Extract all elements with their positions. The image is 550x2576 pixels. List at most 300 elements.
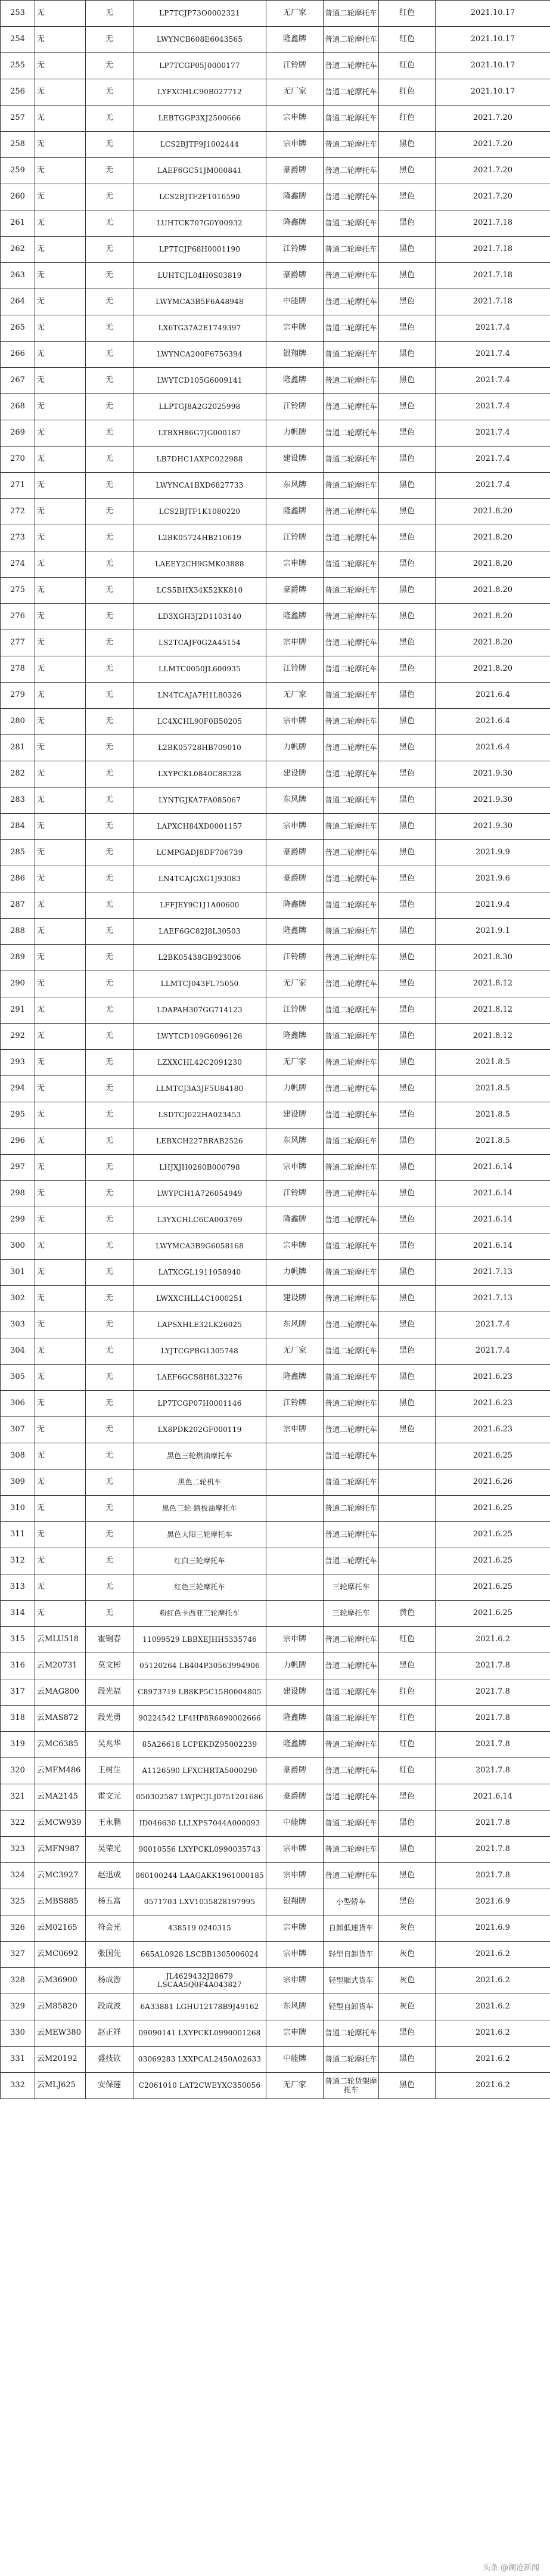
cell-color: 黑色 [379, 1653, 436, 1679]
cell-vin-description: 11099529 LBBXEJHH5335746 [133, 1627, 266, 1653]
cell-owner-name: 无 [86, 1181, 133, 1207]
cell-vehicle-type: 普通二轮摩托车 [324, 106, 379, 132]
cell-plate-number: 无 [35, 237, 86, 263]
cell-owner-name: 无 [86, 263, 133, 289]
table-row [1, 447, 550, 473]
cell-owner-name: 无 [86, 840, 133, 866]
cell-brand [266, 1574, 324, 1601]
table-row [1, 997, 550, 1024]
cell-vehicle-type: 普通二轮摩托车 [324, 1679, 379, 1706]
cell-brand: 江铃牌 [266, 394, 324, 420]
cell-brand: 江铃牌 [266, 525, 324, 551]
cell-vin-description: LUHTCK707G0Y00932 [133, 210, 266, 237]
cell-row-number: 330 [1, 2020, 35, 2047]
table-body [1, 1, 550, 2099]
cell-owner-name: 无 [86, 551, 133, 578]
cell-owner-name: 无 [86, 237, 133, 263]
table-row [1, 1050, 550, 1076]
table-row [1, 1443, 550, 1470]
cell-owner-name: 无 [86, 1155, 133, 1181]
cell-date: 2021.8.20 [436, 551, 550, 578]
cell-vehicle-type: 轻型自卸货车 [324, 1994, 379, 2020]
cell-brand: 无厂家 [266, 1050, 324, 1076]
cell-vin-description: LWYTCD105G6009141 [133, 368, 266, 394]
cell-brand [266, 1522, 324, 1548]
cell-row-number: 289 [1, 945, 35, 971]
cell-plate-number: 无 [35, 1470, 86, 1496]
cell-vehicle-type: 普通二轮摩托车 [324, 499, 379, 525]
table-row [1, 1076, 550, 1102]
table-row [1, 473, 550, 499]
cell-row-number: 319 [1, 1732, 35, 1758]
table-row [1, 1601, 550, 1627]
cell-date: 2021.10.17 [436, 1, 550, 27]
cell-owner-name: 无 [86, 709, 133, 735]
cell-vehicle-type: 普通二轮摩托车 [324, 1627, 379, 1653]
cell-plate-number: 无 [35, 761, 86, 788]
cell-date: 2021.6.2 [436, 1968, 550, 1994]
cell-vin-description: LWYPCH1A726054949 [133, 1181, 266, 1207]
cell-row-number: 281 [1, 735, 35, 761]
cell-brand: 宗申牌 [266, 551, 324, 578]
table-row [1, 604, 550, 630]
cell-plate-number: 无 [35, 1417, 86, 1443]
cell-owner-name: 无 [86, 578, 133, 604]
cell-plate-number: 云MAS872 [35, 1706, 86, 1732]
cell-brand: 无厂家 [266, 1338, 324, 1365]
cell-brand: 隆鑫牌 [266, 1024, 324, 1050]
cell-vehicle-type: 轻型自卸货车 [324, 1942, 379, 1968]
cell-brand: 中能牌 [266, 289, 324, 315]
cell-vehicle-type: 普通二轮摩托车 [324, 997, 379, 1024]
cell-vin-description: ID046630 LLLXPS7044A000093 [133, 1811, 266, 1837]
cell-vehicle-type: 普通二轮摩托车 [324, 735, 379, 761]
cell-vin-description: 665AL0928 LSCBB1305006024 [133, 1942, 266, 1968]
cell-owner-name: 无 [86, 919, 133, 945]
table-row [1, 53, 550, 79]
cell-vin-description: 060100244 LAAGAKK1961000185 [133, 1863, 266, 1889]
cell-vin-description: 6A33881 LGHU12178B9J49162 [133, 1994, 266, 2020]
cell-owner-name: 杨成游 [86, 1968, 133, 1994]
cell-brand: 力帆牌 [266, 735, 324, 761]
cell-brand: 隆鑫牌 [266, 368, 324, 394]
table-row [1, 1260, 550, 1286]
cell-vehicle-type: 普通二轮摩托车 [324, 473, 379, 499]
cell-brand: 无厂家 [266, 2073, 324, 2099]
table-row [1, 1102, 550, 1129]
cell-row-number: 254 [1, 27, 35, 53]
table-row [1, 1207, 550, 1233]
cell-vin-description: LHJXJH0260B000798 [133, 1155, 266, 1181]
table-row [1, 1024, 550, 1050]
cell-date: 2021.8.20 [436, 656, 550, 683]
cell-plate-number: 无 [35, 866, 86, 892]
table-row [1, 2047, 550, 2073]
cell-owner-name: 无 [86, 866, 133, 892]
cell-vehicle-type: 普通三轮摩托车 [324, 1522, 379, 1548]
cell-date: 2021.9.1 [436, 919, 550, 945]
cell-plate-number: 无 [35, 1050, 86, 1076]
cell-color [379, 1548, 436, 1574]
cell-color: 黑色 [379, 1811, 436, 1837]
cell-brand: 宗申牌 [266, 106, 324, 132]
cell-brand: 建设牌 [266, 1102, 324, 1129]
cell-color: 黑色 [379, 997, 436, 1024]
cell-date: 2021.7.4 [436, 420, 550, 447]
cell-owner-name: 无 [86, 1076, 133, 1102]
table-row [1, 237, 550, 263]
cell-color [379, 1522, 436, 1548]
cell-owner-name: 无 [86, 630, 133, 656]
cell-date: 2021.6.25 [436, 1601, 550, 1627]
cell-vin-description: 90224542 LF4HP8R6890002666 [133, 1706, 266, 1732]
cell-owner-name: 吴兆华 [86, 1732, 133, 1758]
cell-owner-name: 无 [86, 1470, 133, 1496]
cell-brand: 宗申牌 [266, 2020, 324, 2047]
table-row [1, 1994, 550, 2020]
cell-owner-name: 无 [86, 525, 133, 551]
cell-row-number: 331 [1, 2047, 35, 2073]
cell-owner-name: 段成波 [86, 1994, 133, 2020]
cell-plate-number: 云MEW380 [35, 2020, 86, 2047]
cell-vin-description: C2061010 LAT2CWEYXC350056 [133, 2073, 266, 2099]
cell-date: 2021.7.8 [436, 1811, 550, 1837]
cell-date: 2021.7.20 [436, 106, 550, 132]
cell-brand [266, 1496, 324, 1522]
cell-owner-name: 无 [86, 184, 133, 210]
cell-row-number: 266 [1, 342, 35, 368]
cell-date: 2021.7.20 [436, 132, 550, 158]
cell-owner-name: 无 [86, 1286, 133, 1312]
cell-plate-number: 无 [35, 1260, 86, 1286]
cell-date: 2021.6.2 [436, 2047, 550, 2073]
cell-date: 2021.6.14 [436, 1233, 550, 1260]
cell-date: 2021.6.25 [436, 1548, 550, 1574]
table-row [1, 2020, 550, 2047]
cell-owner-name: 无 [86, 106, 133, 132]
cell-owner-name: 赵正祥 [86, 2020, 133, 2047]
cell-vin-description: LX6TG37A2E1749397 [133, 315, 266, 342]
cell-brand: 豪爵牌 [266, 1758, 324, 1784]
cell-vin-description: A1126590 LFXCHRTA5000290 [133, 1758, 266, 1784]
cell-vin-description: LP7TCGP05J0000177 [133, 53, 266, 79]
cell-vin-description: LN4TCAJA7H1L80326 [133, 683, 266, 709]
cell-color: 黑色 [379, 394, 436, 420]
cell-date: 2021.7.8 [436, 1679, 550, 1706]
cell-vehicle-type: 普通二轮摩托车 [324, 1233, 379, 1260]
cell-brand: 建设牌 [266, 1679, 324, 1706]
cell-color: 红色 [379, 27, 436, 53]
cell-row-number: 255 [1, 53, 35, 79]
cell-vin-description: LP7TCJP68H0001190 [133, 237, 266, 263]
cell-brand: 宗申牌 [266, 814, 324, 840]
table-row [1, 1470, 550, 1496]
cell-brand: 建设牌 [266, 447, 324, 473]
cell-color: 黑色 [379, 1129, 436, 1155]
cell-owner-name: 无 [86, 997, 133, 1024]
cell-plate-number: 无 [35, 420, 86, 447]
cell-vin-description: LC4XCHL90F0B50205 [133, 709, 266, 735]
cell-brand: 江铃牌 [266, 945, 324, 971]
cell-owner-name: 段光勇 [86, 1706, 133, 1732]
cell-owner-name: 无 [86, 420, 133, 447]
cell-owner-name: 吴荣光 [86, 1837, 133, 1863]
cell-row-number: 296 [1, 1129, 35, 1155]
table-row [1, 106, 550, 132]
cell-owner-name: 无 [86, 814, 133, 840]
table-row [1, 1811, 550, 1837]
table-row [1, 420, 550, 447]
cell-vin-description: LCMPGADJ8DF706739 [133, 840, 266, 866]
cell-owner-name: 无 [86, 1574, 133, 1601]
cell-owner-name: 无 [86, 971, 133, 997]
cell-plate-number: 云MA2145 [35, 1784, 86, 1811]
cell-owner-name: 无 [86, 473, 133, 499]
cell-plate-number: 无 [35, 1391, 86, 1417]
cell-row-number: 332 [1, 2073, 35, 2099]
cell-vehicle-type: 普通二轮摩托车 [324, 368, 379, 394]
cell-brand [266, 1443, 324, 1470]
cell-plate-number: 无 [35, 971, 86, 997]
cell-vehicle-type: 普通二轮摩托车 [324, 342, 379, 368]
cell-brand: 宗申牌 [266, 1915, 324, 1942]
cell-color: 红色 [379, 53, 436, 79]
cell-owner-name: 无 [86, 1, 133, 27]
table-row [1, 919, 550, 945]
cell-vin-description: LYFXCHLC90B027712 [133, 79, 266, 106]
cell-brand: 宗申牌 [266, 315, 324, 342]
table-row [1, 1784, 550, 1811]
cell-vin-description: 粉红色卡西亚三轮摩托车 [133, 1601, 266, 1627]
cell-owner-name: 霍文元 [86, 1784, 133, 1811]
cell-owner-name: 杨五富 [86, 1889, 133, 1915]
cell-vehicle-type: 普通二轮摩托车 [324, 788, 379, 814]
cell-owner-name: 王树生 [86, 1758, 133, 1784]
cell-vehicle-type: 普通二轮摩托车 [324, 263, 379, 289]
cell-vehicle-type: 普通二轮摩托车 [324, 289, 379, 315]
cell-brand: 力帆牌 [266, 1260, 324, 1286]
cell-row-number: 300 [1, 1233, 35, 1260]
cell-color: 黑色 [379, 866, 436, 892]
cell-plate-number: 无 [35, 1155, 86, 1181]
cell-row-number: 261 [1, 210, 35, 237]
cell-brand: 东风牌 [266, 1312, 324, 1338]
cell-plate-number: 无 [35, 499, 86, 525]
table-row [1, 1942, 550, 1968]
cell-date: 2021.7.8 [436, 1653, 550, 1679]
cell-vin-description: LEBTGGP3XJ2500666 [133, 106, 266, 132]
cell-vehicle-type: 自卸低速货车 [324, 1915, 379, 1942]
cell-vin-description: 0571703 LXV1035828197995 [133, 1889, 266, 1915]
cell-plate-number: 无 [35, 840, 86, 866]
cell-row-number: 267 [1, 368, 35, 394]
cell-vehicle-type: 普通二轮摩托车 [324, 1207, 379, 1233]
cell-row-number: 324 [1, 1863, 35, 1889]
cell-date: 2021.8.30 [436, 945, 550, 971]
cell-plate-number: 无 [35, 1181, 86, 1207]
cell-date: 2021.8.20 [436, 578, 550, 604]
table-row [1, 1548, 550, 1574]
cell-color: 黑色 [379, 473, 436, 499]
cell-color [379, 1574, 436, 1601]
cell-plate-number: 无 [35, 1207, 86, 1233]
cell-brand: 无厂家 [266, 683, 324, 709]
cell-owner-name: 段光福 [86, 1679, 133, 1706]
cell-color: 黑色 [379, 604, 436, 630]
cell-owner-name: 无 [86, 735, 133, 761]
cell-date: 2021.9.4 [436, 892, 550, 919]
cell-vehicle-type: 普通二轮摩托车 [324, 1365, 379, 1391]
cell-owner-name: 无 [86, 53, 133, 79]
cell-vin-description: 90010556 LXYPCKL0990035743 [133, 1837, 266, 1863]
table-row [1, 735, 550, 761]
cell-date: 2021.7.8 [436, 1732, 550, 1758]
cell-row-number: 284 [1, 814, 35, 840]
cell-plate-number: 无 [35, 132, 86, 158]
cell-plate-number: 无 [35, 27, 86, 53]
cell-brand: 隆鑫牌 [266, 1706, 324, 1732]
cell-color: 黑色 [379, 2073, 436, 2099]
cell-brand: 豪爵牌 [266, 158, 324, 184]
cell-owner-name: 无 [86, 1102, 133, 1129]
cell-date: 2021.8.20 [436, 525, 550, 551]
table-row [1, 368, 550, 394]
cell-color: 红色 [379, 1758, 436, 1784]
cell-vin-description: LWYNCA1BXD6827733 [133, 473, 266, 499]
table-row [1, 263, 550, 289]
cell-brand: 力帆牌 [266, 1076, 324, 1102]
table-row [1, 1627, 550, 1653]
table-row [1, 1889, 550, 1915]
cell-owner-name: 无 [86, 788, 133, 814]
cell-plate-number: 无 [35, 1286, 86, 1312]
cell-color: 黑色 [379, 578, 436, 604]
cell-brand: 江铃牌 [266, 1391, 324, 1417]
cell-brand: 无厂家 [266, 1, 324, 27]
cell-plate-number: 无 [35, 1443, 86, 1470]
cell-vin-description: LLPTGJ8A2G2025998 [133, 394, 266, 420]
cell-vehicle-type: 普通二轮摩托车 [324, 919, 379, 945]
cell-row-number: 304 [1, 1338, 35, 1365]
cell-plate-number: 云MLU518 [35, 1627, 86, 1653]
cell-plate-number: 无 [35, 315, 86, 342]
cell-owner-name: 盛技钦 [86, 2047, 133, 2073]
cell-vehicle-type: 普通二轮摩托车 [324, 1391, 379, 1417]
cell-vehicle-type: 普通二轮摩托车 [324, 525, 379, 551]
cell-vehicle-type: 三轮摩托车 [324, 1601, 379, 1627]
cell-color: 黑色 [379, 1155, 436, 1181]
cell-brand: 豪爵牌 [266, 578, 324, 604]
cell-owner-name: 无 [86, 945, 133, 971]
cell-row-number: 320 [1, 1758, 35, 1784]
cell-plate-number: 无 [35, 158, 86, 184]
cell-row-number: 307 [1, 1417, 35, 1443]
cell-brand: 中能牌 [266, 1811, 324, 1837]
cell-vin-description: 05120264 LB404P30563994906 [133, 1653, 266, 1679]
cell-plate-number: 无 [35, 184, 86, 210]
cell-date: 2021.7.4 [436, 342, 550, 368]
cell-row-number: 269 [1, 420, 35, 447]
cell-row-number: 257 [1, 106, 35, 132]
cell-vehicle-type: 轻型厢式货车 [324, 1968, 379, 1994]
cell-vehicle-type: 普通二轮摩托车 [324, 945, 379, 971]
cell-vin-description: LS2TCAJF0G2A45154 [133, 630, 266, 656]
cell-vin-description: 黑色三轮燃油摩托车 [133, 1443, 266, 1470]
cell-plate-number: 无 [35, 683, 86, 709]
cell-date: 2021.8.20 [436, 630, 550, 656]
cell-owner-name: 赵迅成 [86, 1863, 133, 1889]
cell-date: 2021.8.20 [436, 499, 550, 525]
table-row [1, 1968, 550, 1994]
cell-color: 黑色 [379, 1312, 436, 1338]
cell-row-number: 291 [1, 997, 35, 1024]
table-row [1, 1758, 550, 1784]
cell-row-number: 310 [1, 1496, 35, 1522]
cell-row-number: 322 [1, 1811, 35, 1837]
cell-plate-number: 无 [35, 53, 86, 79]
cell-row-number: 262 [1, 237, 35, 263]
cell-plate-number: 云MAG800 [35, 1679, 86, 1706]
cell-vin-description: LB7DHC1AXPC022988 [133, 447, 266, 473]
cell-vehicle-type: 普通二轮摩托车 [324, 1312, 379, 1338]
cell-row-number: 265 [1, 315, 35, 342]
cell-brand: 银翔牌 [266, 1889, 324, 1915]
cell-color: 黑色 [379, 184, 436, 210]
table-row [1, 1155, 550, 1181]
cell-vehicle-type: 普通二轮摩托车 [324, 840, 379, 866]
cell-date: 2021.6.14 [436, 1784, 550, 1811]
cell-date: 2021.10.17 [436, 79, 550, 106]
table-row [1, 971, 550, 997]
cell-color: 黑色 [379, 2020, 436, 2047]
cell-vin-description: LYNTGJKA7FA085067 [133, 788, 266, 814]
cell-brand: 力帆牌 [266, 1653, 324, 1679]
cell-color: 黑色 [379, 1889, 436, 1915]
cell-brand: 无厂家 [266, 971, 324, 997]
cell-color: 红色 [379, 1732, 436, 1758]
cell-owner-name: 无 [86, 1129, 133, 1155]
cell-color: 黑色 [379, 840, 436, 866]
cell-vehicle-type: 普通二轮摩托车 [324, 53, 379, 79]
cell-vehicle-type: 普通二轮摩托车 [324, 1732, 379, 1758]
table-row [1, 289, 550, 315]
cell-brand: 隆鑫牌 [266, 1365, 324, 1391]
cell-brand: 隆鑫牌 [266, 892, 324, 919]
cell-row-number: 326 [1, 1915, 35, 1942]
table-row [1, 1653, 550, 1679]
cell-brand: 东风牌 [266, 1129, 324, 1155]
cell-vin-description: LAEEY2CH9GMK03888 [133, 551, 266, 578]
table-row [1, 866, 550, 892]
cell-vehicle-type: 普通二轮摩托车 [324, 578, 379, 604]
cell-owner-name: 安保莲 [86, 2073, 133, 2099]
cell-color: 黑色 [379, 761, 436, 788]
cell-plate-number: 无 [35, 997, 86, 1024]
cell-owner-name: 无 [86, 394, 133, 420]
cell-plate-number: 无 [35, 473, 86, 499]
cell-vehicle-type: 普通二轮摩托车 [324, 447, 379, 473]
cell-vin-description: LWYTCD109G6096126 [133, 1024, 266, 1050]
cell-plate-number: 无 [35, 630, 86, 656]
cell-vehicle-type: 普通二轮摩托车 [324, 1417, 379, 1443]
cell-date: 2021.10.17 [436, 27, 550, 53]
cell-color: 黑色 [379, 630, 436, 656]
cell-brand: 江铃牌 [266, 656, 324, 683]
cell-plate-number: 云MC0692 [35, 1942, 86, 1968]
cell-vehicle-type: 普通二轮摩托车 [324, 1050, 379, 1076]
cell-owner-name: 无 [86, 447, 133, 473]
cell-vin-description: JL4629432J28679 LSCAA5Q0F4A043827 [133, 1968, 266, 1994]
